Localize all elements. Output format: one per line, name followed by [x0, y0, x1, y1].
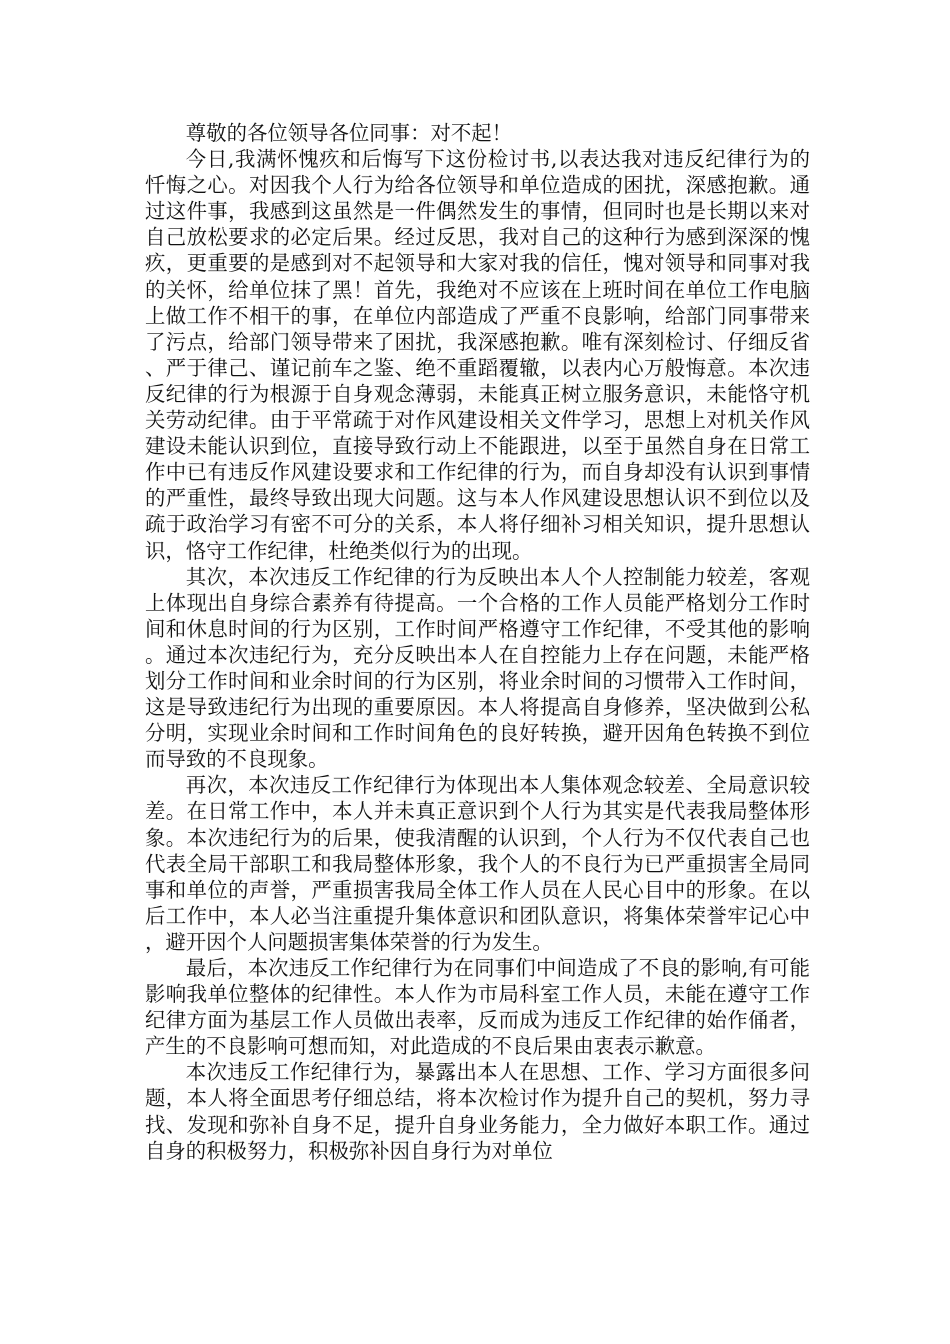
paragraph-apology: 今日,我满怀愧疚和后悔写下这份检讨书,以表达我对违反纪律行为的忏悔之心。对因我个人行为给各位领导和单位造成的困扰，深感抱歉。通过这件事，我感到这虽然是一件偶然发生的事情，但同时也是长期以来对自己放松要求的必定后果。经过反思，我对自己的这种行为感到深深的愧疚，更重要的是感到对不起领导和大家对我的信任，愧对领导和同事对我的关怀，给单位抹了黑！首先，我绝对不应该在上班时间在单位工作电脑上做工作不相干的事，在单位内部造成了严重不良影响，给部门同事带来了污点，给部门领导带来了困扰，我深感抱歉。唯有深刻检讨、仔细反省、严于律己、谨记前车之鉴、绝不重蹈覆辙，以表内心万般悔意。本次违反纪律的行为根源于自身观念薄弱，未能真正树立服务意识，未能恪守机关劳动纪律。由于平常疏于对作风建设相关文件学习，思想上对机关作风建设未能认识到位，直接导致行动上不能跟进，以至于虽然自身在日常工作中已有违反作风建设要求和工作纪律的行为，而自身却没有认识到事情的严重性，最终导致出现大问题。这与本人作风建设思想认识不到位以及疏于政治学习有密不可分的关系，本人将仔细补习相关知识，提升思想认识，恪守工作纪律，杜绝类似行为的出现。 [145, 147, 810, 563]
paragraph-third-reason: 再次，本次违反工作纪律行为体现出本人集体观念较差、全局意识较差。在日常工作中，本人并未真正意识到个人行为其实是代表我局整体形象。本次违纪行为的后果，使我清醒的认识到，个人行为不仅代表自己也代表全局干部职工和我局整体形象，我个人的不良行为已严重损害全局同事和单位的声誉，严重损害我局全体工作人员在人民心目中的形象。在以后工作中，本人必当注重提升集体意识和团队意识，将集体荣誉牢记心中，避开因个人问题损害集体荣誉的行为发生。 [145, 773, 810, 954]
document-body [145, 120, 810, 1164]
paragraph-commitment: 本次违反工作纪律行为，暴露出本人在思想、工作、学习方面很多问题，本人将全面思考仔细总结，将本次检讨作为提升自己的契机，努力寻找、发现和弥补自身不足，提升自身业务能力，全力做好本职工作。通过自身的积极努力，积极弥补因自身行为对单位 [145, 1060, 810, 1163]
paragraph-second-reason: 其次，本次违反工作纪律的行为反映出本人个人控制能力较差，客观上体现出自身综合素养有待提高。一个合格的工作人员能严格划分工作时间和休息时间的行为区别，工作时间严格遵守工作纪律，不受其他的影响。通过本次违纪行为，充分反映出本人在自控能力上存在问题，未能严格划分工作时间和业余时间的行为区别，将业余时间的习惯带入工作时间，这是导致违纪行为出现的重要原因。本人将提高自身修养，坚决做到公私分明，实现业余时间和工作时间角色的良好转换，避开因角色转换不到位而导致的不良现象。 [145, 564, 810, 772]
paragraph-final-reason: 最后，本次违反工作纪律行为在同事们中间造成了不良的影响,有可能影响我单位整体的纪律性。本人作为市局科室工作人员，未能在遵守工作纪律方面为基层工作人员做出表率，反而成为违反工作纪律的始作俑者，产生的不良影响可想而知，对此造成的不良后果由衷表示歉意。 [145, 956, 810, 1059]
salutation: 尊敬的各位领导各位同事：对不起！ [185, 121, 513, 145]
